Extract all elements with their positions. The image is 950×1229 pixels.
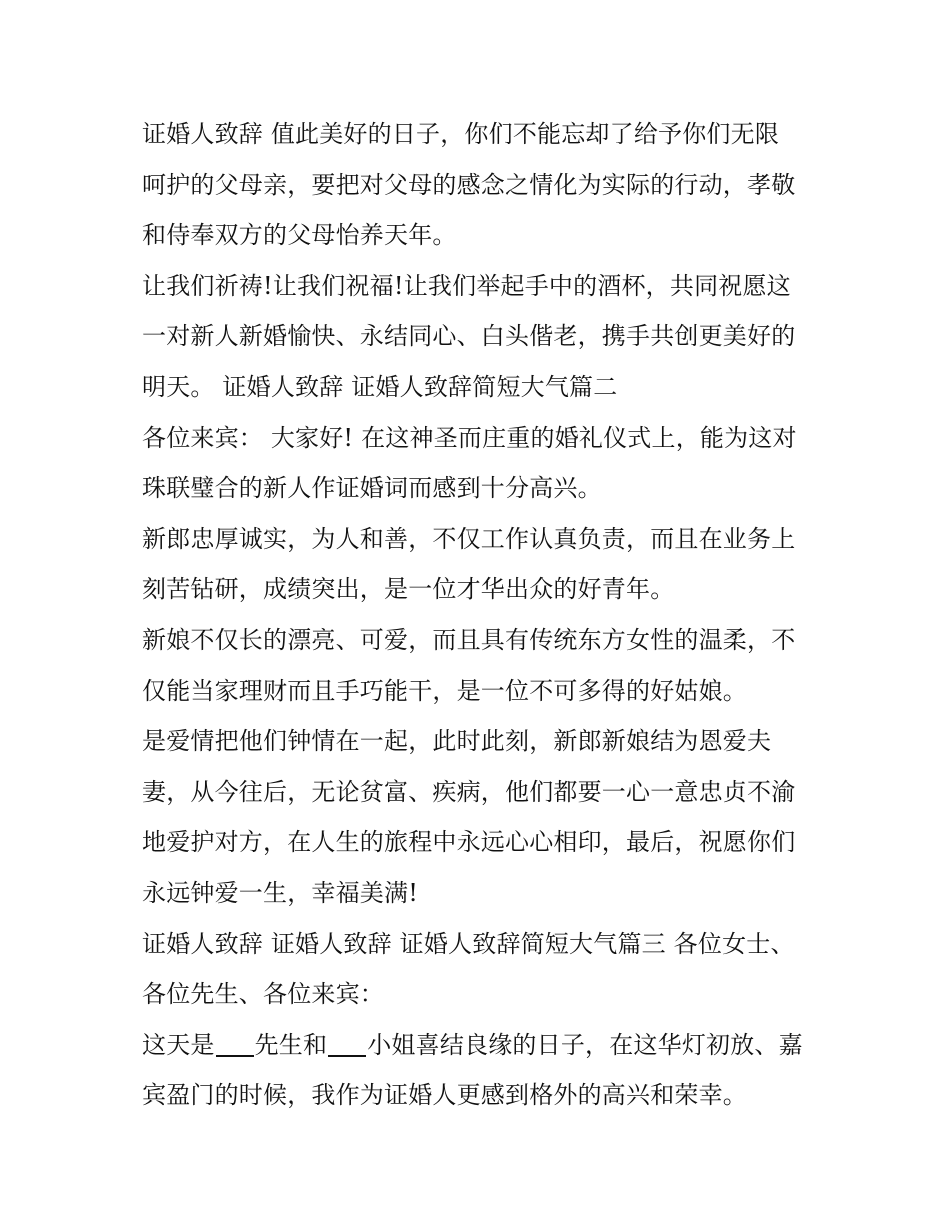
paragraph-6 (142, 716, 822, 918)
text-segment: 小姐喜结良缘的日子，在这华灯初放、嘉 (367, 1030, 803, 1059)
text-line-with-blanks (142, 1020, 822, 1071)
document-body (142, 109, 822, 1121)
text-line: 明天。 证婚人致辞 证婚人致辞简短大气篇二 (142, 372, 618, 401)
text-line: 证婚人致辞 证婚人致辞 证婚人致辞简短大气篇三 各位女士、 (142, 929, 795, 958)
text-line: 新娘不仅长的漂亮、可爱，而且具有传统东方女性的温柔，不 (142, 625, 796, 654)
paragraph-2 (142, 261, 822, 413)
text-line: 永远钟爱一生，幸福美满! (142, 878, 419, 907)
text-line: 仅能当家理财而且手巧能干，是一位不可多得的好姑娘。 (142, 676, 747, 705)
text-line: 各位先生、各位来宾： (142, 980, 384, 1009)
paragraph-8 (142, 1020, 822, 1121)
text-line: 新郎忠厚诚实，为人和善，不仅工作认真负责，而且在业务上 (142, 524, 796, 553)
text-line: 各位来宾： 大家好! 在这神圣而庄重的婚礼仪式上，能为这对 (142, 423, 797, 452)
text-line: 证婚人致辞 值此美好的日子，你们不能忘却了给予你们无限 (142, 120, 780, 148)
text-segment: 先生和 (254, 1030, 328, 1059)
text-line: 和侍奉双方的父母怡养天年。 (142, 221, 457, 250)
text-line: 宾盈门的时候，我作为证婚人更感到格外的高兴和荣幸。 (142, 1081, 747, 1110)
paragraph-3 (142, 413, 822, 514)
text-segment: 这天是 (142, 1030, 215, 1059)
fill-in-blank (328, 1031, 366, 1057)
paragraph-1 (142, 109, 822, 261)
text-line: 呵护的父母亲，要把对父母的感念之情化为实际的行动，孝敬 (142, 170, 796, 199)
fill-in-blank (216, 1031, 254, 1057)
text-line: 珠联璧合的新人作证婚词而感到十分高兴。 (142, 474, 602, 503)
text-line: 让我们祈祷!让我们祝福!让我们举起手中的酒杯，共同祝愿这 (142, 271, 791, 300)
text-line: 是爱情把他们钟情在一起，此时此刻，新郎新娘结为恩爱夫 (142, 727, 772, 756)
paragraph-4 (142, 514, 822, 615)
text-line: 地爱护对方，在人生的旅程中永远心心相印，最后，祝愿你们 (142, 828, 796, 857)
paragraph-7 (142, 919, 822, 1020)
text-line: 刻苦钻研，成绩突出，是一位才华出众的好青年。 (142, 575, 675, 604)
text-line: 一对新人新婚愉快、永结同心、白头偕老，携手共创更美好的 (142, 322, 796, 351)
paragraph-5 (142, 615, 822, 716)
text-line: 妻，从今往后，无论贫富、疾病，他们都要一心一意忠贞不渝 (142, 777, 796, 806)
